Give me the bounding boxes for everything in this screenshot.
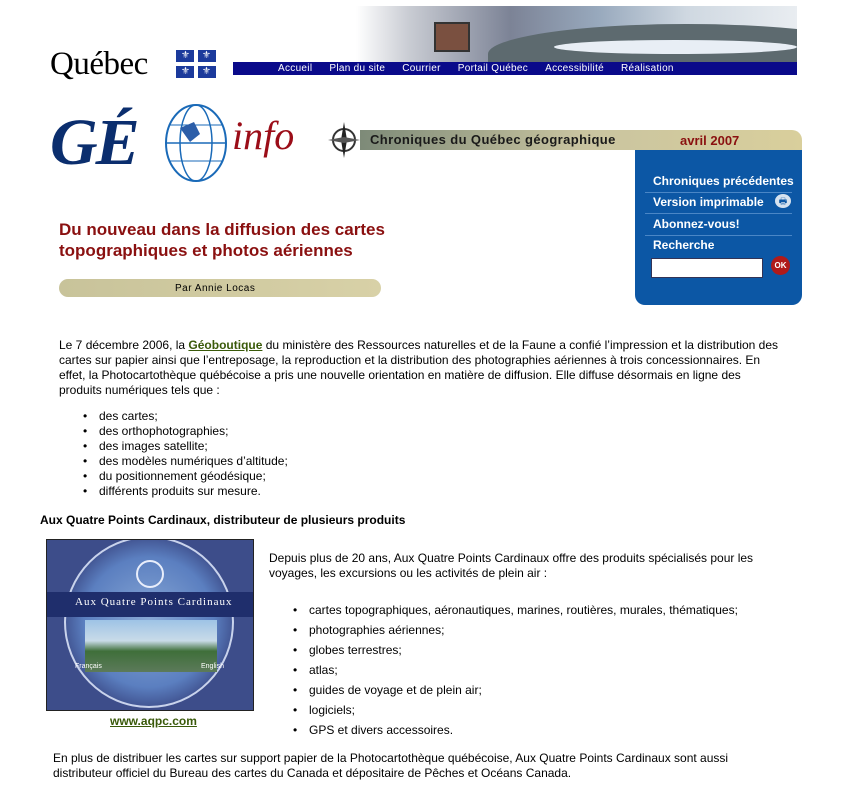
aqpc-lang-fr: Français: [75, 663, 102, 670]
list-item: • logiciels;: [292, 700, 738, 720]
list-item: • globes terrestres;: [292, 640, 738, 660]
link-version-imprimable[interactable]: Version imprimable: [653, 195, 764, 209]
list-item: • atlas;: [292, 660, 738, 680]
top-navigation: [233, 62, 797, 75]
link-chroniques-precedentes[interactable]: Chroniques précédentes: [653, 174, 794, 188]
search-ok-button[interactable]: OK: [771, 256, 790, 275]
nav-realisation[interactable]: Réalisation: [621, 63, 674, 74]
issue-date: avril 2007: [680, 133, 740, 148]
quebec-flag-icon: ⚜ ⚜ ⚜ ⚜: [176, 50, 216, 78]
aqpc-products-list: [292, 600, 738, 740]
intro-paragraph: [59, 338, 784, 398]
intro-text-1: Le 7 décembre 2006, la: [59, 338, 189, 352]
nav-courrier[interactable]: Courrier: [402, 63, 441, 74]
link-recherche: Recherche: [653, 238, 715, 252]
aqpc-image-title: Aux Quatre Points Cardinaux: [75, 596, 233, 608]
list-item: • des orthophotographies;: [82, 424, 288, 439]
side-panel: [635, 150, 802, 305]
nav-accueil[interactable]: Accueil: [278, 63, 313, 74]
aqpc-banner-image[interactable]: [46, 539, 254, 711]
geoboutique-link[interactable]: Géoboutique: [188, 338, 263, 352]
list-item: • cartes topographiques, aéronautiques, marines, routières, murales, thématiques;: [292, 600, 738, 620]
article-byline: Par Annie Locas: [175, 283, 256, 294]
closing-paragraph: En plus de distribuer les cartes sur support papier de la Photocartothèque québécoise, Aux Quatre Points Cardinaux sont aussi distributeur officiel du Bureau des cartes du Canada et dépositaire de Pêches et Océans Canada.: [53, 751, 729, 780]
nav-portail-quebec[interactable]: Portail Québec: [457, 63, 529, 74]
list-item: • guides de voyage et de plein air;: [292, 680, 738, 700]
printer-icon[interactable]: 🖶: [775, 194, 791, 208]
quebec-logo[interactable]: Québec: [50, 46, 148, 82]
compass-icon: [326, 120, 362, 160]
aqpc-lang-en: English: [201, 663, 224, 670]
aqpc-description: Depuis plus de 20 ans, Aux Quatre Points Cardinaux offre des produits spécialisés pour les voyages, les excursions ou les activités de plein air :: [269, 551, 754, 580]
list-item: • photographies aériennes;: [292, 620, 738, 640]
geoinfo-logo-geo: GÉ: [50, 106, 138, 179]
list-item: • du positionnement géodésique;: [82, 469, 288, 484]
list-item: • GPS et divers accessoires.: [292, 720, 738, 740]
list-item: • des modèles numériques d’altitude;: [82, 454, 288, 469]
link-abonnez-vous[interactable]: Abonnez-vous!: [653, 217, 740, 231]
products-list: [82, 409, 288, 499]
list-item: • différents produits sur mesure.: [82, 484, 288, 499]
chronicle-title: Chroniques du Québec géographique: [370, 132, 616, 147]
intro-text-2: du ministère des Ressources naturelles et de la Faune a confié l’impression et la distribution des cartes sur papier ainsi que l’entreposage, la reproduction et la distribution des photographies aériennes à trois concessionnaires. En effet, la Photocartothèque québécoise a pris une nouvelle orientation en matière de diffusion. Elle diffuse désormais en ligne des produits numériques tels que :: [59, 338, 779, 397]
list-item: • des cartes;: [82, 409, 288, 424]
banner-photo: [356, 6, 797, 62]
article-headline: Du nouveau dans la diffusion des cartes topographiques et photos aériennes: [59, 220, 385, 260]
section-subhead: Aux Quatre Points Cardinaux, distributeur de plusieurs produits: [40, 513, 406, 527]
nav-accessibilite[interactable]: Accessibilité: [545, 63, 605, 74]
aqpc-website-link[interactable]: www.aqpc.com: [110, 714, 197, 728]
list-item: • des images satellite;: [82, 439, 288, 454]
geoinfo-logo-info: info: [232, 113, 295, 158]
nav-plan-du-site[interactable]: Plan du site: [329, 63, 386, 74]
search-input[interactable]: [651, 258, 763, 278]
globe-icon: [160, 100, 232, 186]
